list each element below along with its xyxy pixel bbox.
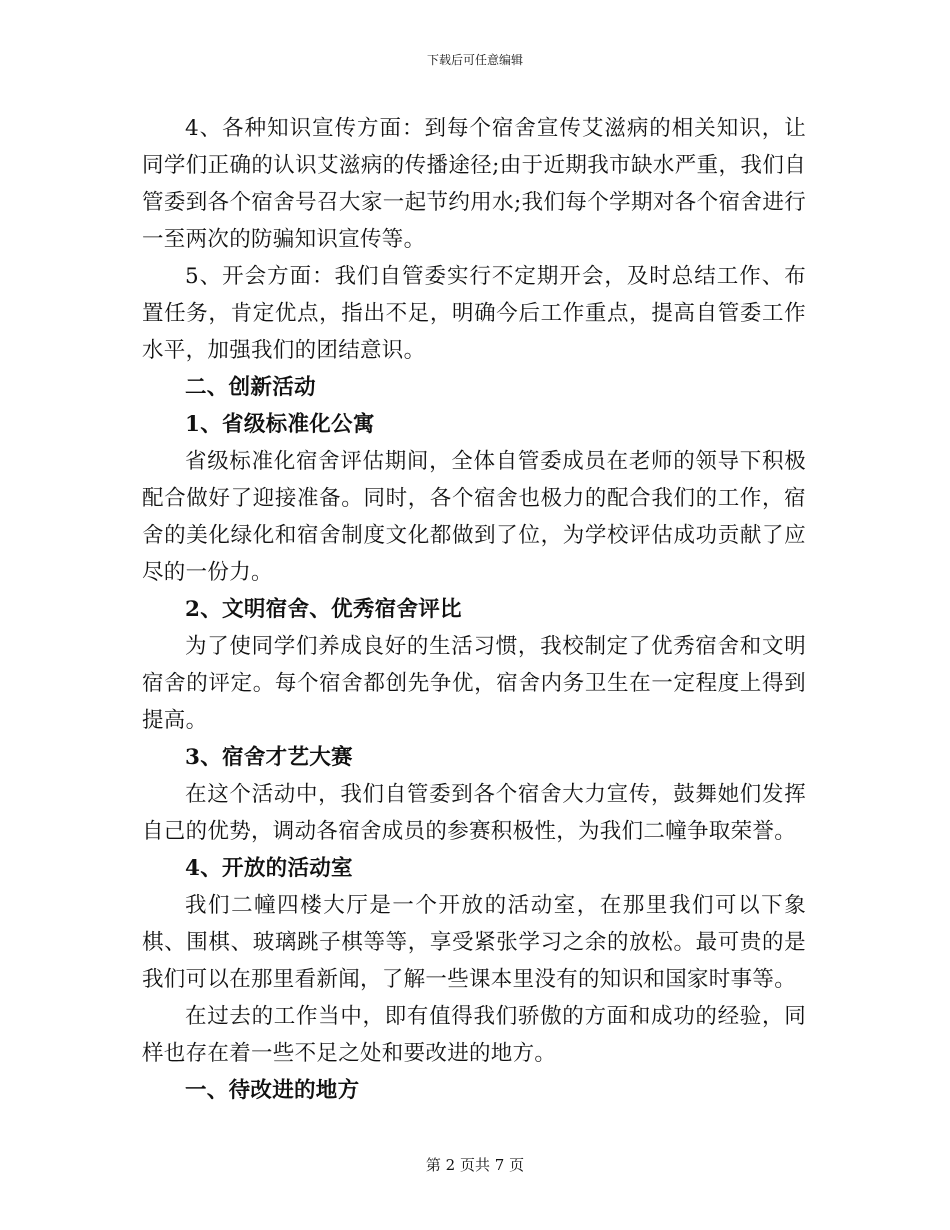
subheading-talent-contest: 3、宿舍才艺大赛 [185, 745, 353, 770]
document-body [142, 110, 806, 1109]
page-number: 第 2 页共 7 页 [425, 1156, 525, 1174]
paragraph-knowledge-promotion: 4、各种知识宣传方面：到每个宿舍宣传艾滋病的相关知识，让同学们正确的认识艾滋病的传播途径;由于近期我市缺水严重，我们自管委到各个宿舍号召大家一起节约用水;我们每个学期对各个宿舍进行一至两次的防骗知识宣传等。 [142, 116, 806, 252]
paragraph-provincial-apartment: 省级标准化宿舍评估期间，全体自管委成员在老师的领导下积极配合做好了迎接准备。同时，各个宿舍也极力的配合我们的工作，宿舍的美化绿化和宿舍制度文化都做到了位，为学校评估成功贡献了应尽的一份力。 [142, 449, 806, 585]
paragraph-meetings: 5、开会方面：我们自管委实行不定期开会，及时总结工作、布置任务，肯定优点，指出不足，明确今后工作重点，提高自管委工作水平，加强我们的团结意识。 [142, 264, 806, 363]
subheading-dorm-evaluation: 2、文明宿舍、优秀宿舍评比 [185, 597, 462, 622]
section-heading-improvements: 一、待改进的地方 [185, 1078, 360, 1103]
paragraph-talent-contest: 在这个活动中，我们自管委到各个宿舍大力宣传，鼓舞她们发挥自己的优势，调动各宿舍成员的参赛积极性，为我们二幢争取荣誉。 [142, 782, 806, 844]
subheading-provincial-apartment: 1、省级标准化公寓 [185, 412, 375, 437]
paragraph-summary: 在过去的工作当中，即有值得我们骄傲的方面和成功的经验，同样也存在着一些不足之处和要改进的地方。 [142, 1004, 806, 1066]
section-heading-innovation: 二、创新活动 [185, 375, 316, 400]
page-header: 下载后可任意编辑 [426, 53, 523, 67]
paragraph-activity-room: 我们二幢四楼大厅是一个开放的活动室，在那里我们可以下象棋、围棋、玻璃跳子棋等等，享受紧张学习之余的放松。最可贵的是我们可以在那里看新闻，了解一些课本里没有的知识和国家时事等。 [142, 893, 806, 992]
subheading-activity-room: 4、开放的活动室 [185, 856, 353, 881]
paragraph-dorm-evaluation: 为了使同学们养成良好的生活习惯，我校制定了优秀宿舍和文明宿舍的评定。每个宿舍都创先争优，宿舍内务卫生在一定程度上得到提高。 [142, 634, 806, 733]
